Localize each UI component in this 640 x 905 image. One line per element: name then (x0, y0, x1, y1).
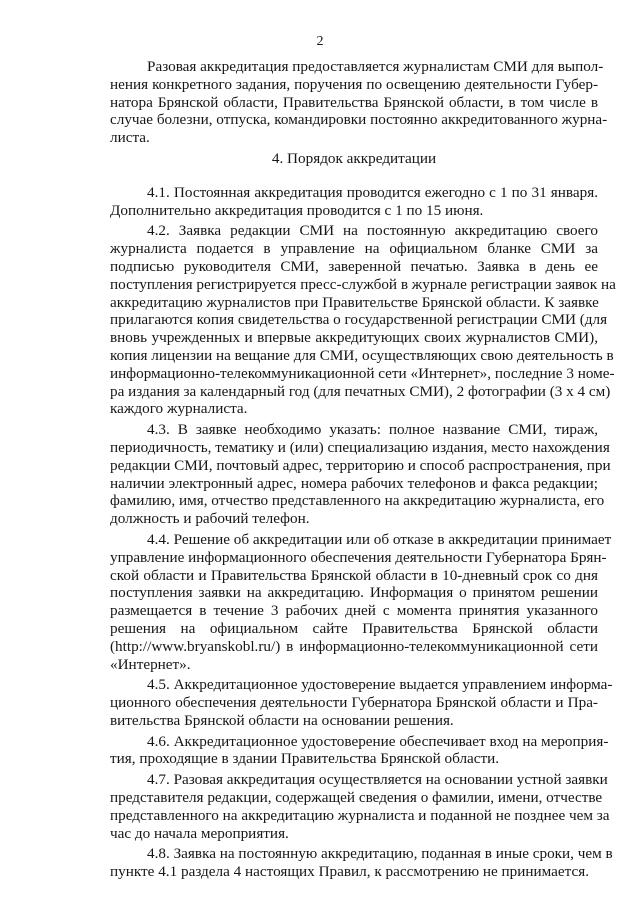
text-line: нения конкретного задания, поручения по освещению деятельности Губер- (110, 75, 598, 93)
text-line: должность и рабочий телефон. (110, 510, 310, 528)
text-line: вительства Брянской области на основании решения. (110, 711, 454, 729)
text-line: пункте 4.1 раздела 4 настоящих Правил, к рассмотрению не принимается. (110, 863, 589, 881)
text-line: случае болезни, отпуска, командировки постоянно аккредитованного журна- (110, 111, 608, 129)
paragraph-one-time-accreditation (110, 58, 608, 147)
text-line: информационно-телекоммуникационной сети «Интернет», последние 3 номе- (110, 364, 615, 382)
text-line: наличии электронный адрес, номера рабочих телефонов и факса редакции; (110, 474, 598, 492)
text-line: час до начала мероприятия. (110, 824, 289, 842)
text-line: «Интернет». (110, 655, 191, 673)
text-line: листа. (110, 129, 150, 147)
text-line: каждого журналиста. (110, 400, 248, 418)
text-line: 4.3. В заявке необходимо указать: полное название СМИ, тираж, (147, 421, 598, 439)
text-line: 4.2. Заявка редакции СМИ на постоянную аккредитацию своего (147, 222, 598, 240)
paragraph-4-8 (110, 845, 613, 881)
paragraph-4-2 (110, 222, 616, 418)
text-line: вновь учрежденных и впервые аккредитующих своих журналистов СМИ), (110, 329, 598, 347)
text-line: 4.7. Разовая аккредитация осуществляется на основании устной заявки (147, 771, 608, 789)
text-line: представленного на аккредитацию журналиста и поданной не позднее чем за (110, 806, 610, 824)
text-line: ской области и Правительства Брянской области в 10-дневный срок со дня (110, 566, 598, 584)
text-line: поступления регистрируется пресс-службой в журнале регистрации заявок на (110, 275, 616, 293)
text-line: фамилию, имя, отчество представленного на аккредитацию журналиста, его (110, 492, 605, 510)
text-line: 4.6. Аккредитационное удостоверение обеспечивает вход на мероприя- (147, 732, 609, 750)
text-line: управление информационного обеспечения деятельности Губернатора Брян- (110, 548, 607, 566)
text-line: решения на официальном сайте Правительства Брянской области (110, 619, 598, 637)
text-line: редакции СМИ, почтовый адрес, территорию и способ распространения, при (110, 456, 611, 474)
text-line: поступления заявки на аккредитацию. Информация о принятом решении (110, 584, 598, 602)
text-line: Разовая аккредитация предоставляется журналистам СМИ для выпол- (147, 58, 604, 75)
text-line: периодичность, тематику и (или) специализацию издания, место нахождения (110, 438, 610, 456)
text-line: Дополнительно аккредитация проводится с 1 по 15 июня. (110, 201, 484, 219)
text-line: подписью руководителя СМИ, заверенной печатью. Заявка в день ее (110, 257, 598, 275)
text-line: представителя редакции, содержащей сведения о фамилии, имени, отчестве (110, 789, 603, 807)
paragraph-4-3 (110, 421, 611, 528)
text-line: копия лицензии на вещание для СМИ, осуществляющих свою деятельность в (110, 346, 614, 364)
text-line: ционного обеспечения деятельности Губернатора Брянской области и Пра- (110, 694, 598, 712)
text-line: натора Брянской области, Правительства Брянской области, в том числе в (110, 93, 598, 111)
paragraph-4-5 (110, 676, 613, 729)
text-line: размещается в течение 3 рабочих дней с момента принятия указанного (110, 602, 598, 620)
page-number: 2 (316, 34, 324, 49)
text-line: 4.8. Заявка на постоянную аккредитацию, поданная в иные сроки, чем в (147, 845, 613, 863)
paragraph-4-7 (110, 771, 610, 842)
document-body (110, 58, 616, 884)
text-line: 4.5. Аккредитационное удостоверение выдается управлением информа- (147, 676, 613, 694)
text-line: (http://www.bryanskobl.ru/) в информационно-телекоммуникационной сети (110, 637, 598, 655)
section-heading (110, 150, 598, 168)
paragraph-4-6 (110, 732, 609, 769)
text-line: аккредитацию журналистов при Правительстве Брянской области. К заявке (110, 293, 599, 311)
section-title: 4. Порядок аккредитации (271, 149, 437, 167)
text-line: 4.4. Решение об аккредитации или об отказе в аккредитации принимает (147, 530, 612, 548)
text-line: прилагаются копия свидетельства о государственной регистрации СМИ (для (110, 311, 608, 329)
text-line: журналиста подается в управление на официальном бланке СМИ за (110, 240, 598, 258)
text-line: ра издания за календарный год (для печатных СМИ), 2 фотографии (3 х 4 см) (110, 382, 611, 400)
text-line: 4.1. Постоянная аккредитация проводится ежегодно с 1 по 31 января. (147, 183, 598, 201)
paragraph-4-4 (110, 530, 612, 673)
paragraph-4-1 (110, 184, 598, 220)
text-line: тия, проходящие в здании Правительства Брянской области. (110, 750, 500, 768)
